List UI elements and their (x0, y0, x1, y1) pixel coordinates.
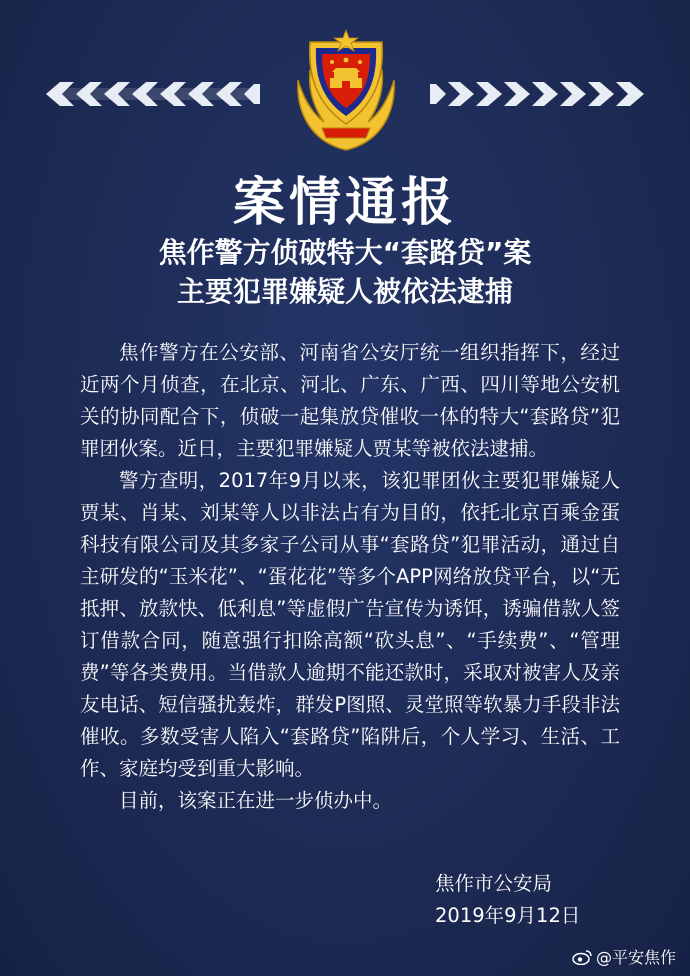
page-title: 案情通报 (232, 173, 457, 233)
paragraph: 目前，该案正在进一步侦办中。 (119, 789, 393, 812)
weibo-watermark (572, 945, 676, 968)
signature-block (435, 868, 580, 932)
subtitle-line-1: 焦作警方侦破特大“套路贷”案 (158, 236, 532, 269)
paragraph: 焦作警方在公安部、河南省公安厅统一组织指挥下，经过近两个月侦查，在北京、河北、广东、广西、四川等地公安机关的协同配合下，侦破一起集放贷催收一体的特大“套路贷”犯罪团伙案。近日，主要犯罪嫌疑人贾某等被依法逮捕。 (80, 341, 620, 460)
police-emblem-icon (292, 24, 400, 152)
issue-date: 2019年9月12日 (435, 904, 581, 927)
left-wing-decoration (40, 74, 260, 114)
issuing-organization: 焦作市公安局 (435, 872, 553, 895)
weibo-icon (572, 949, 592, 965)
watermark-text: @平安焦作 (595, 948, 676, 967)
paragraph: 警方查明，2017年9月以来，该犯罪团伙主要犯罪嫌疑人贾某、肖某、刘某等人以非法占有为目的，依托北京百乘金蛋科技有限公司及其多家子公司从事“套路贷”犯罪活动，通过自主研发的“玉米花”、“蛋花花”等多个APP网络放贷平台，以“无抵押、放款快、低利息”等虚假广告宣传为诱饵，诱骗借款人签订借款合同，随意强行扣除高额“砍头息”、“手续费”、“管理费”等各类费用。当借款人逾期不能还款时，采取对被害人及亲友电话、短信骚扰轰炸，群发P图照、灵堂照等软暴力手段非法催收。多数受害人陷入“套路贷”陷阱后，个人学习、生活、工作、家庭均受到重大影响。 (80, 469, 620, 780)
right-wing-decoration (430, 74, 650, 114)
subtitle-line-2: 主要犯罪嫌疑人被依法逮捕 (176, 275, 513, 308)
notice-body (80, 337, 620, 817)
